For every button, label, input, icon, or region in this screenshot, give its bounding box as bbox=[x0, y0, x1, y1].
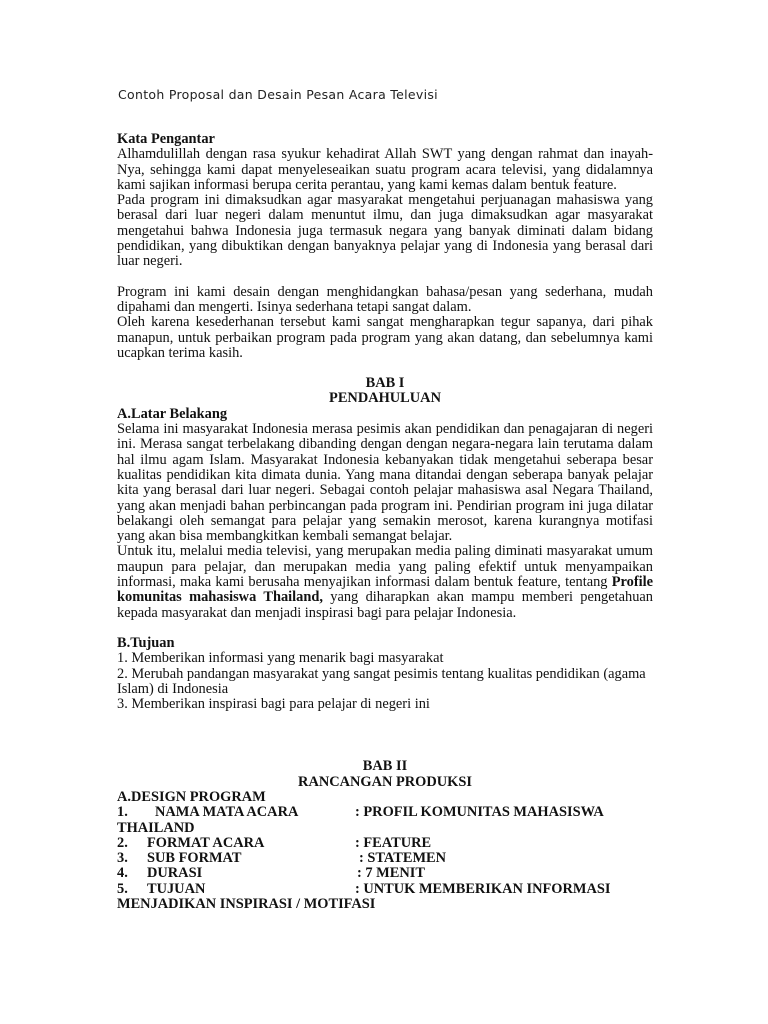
bab2-title: BAB II bbox=[362, 758, 408, 775]
latar-belakang-paragraph-1: Selama ini masyarakat Indonesia merasa pesimis akan pendidikan dan penagajaran di negeri ini. Merasa sangat terbelakang dibanding dengan dengan negara-negara lain terutama dalam hal ilmu agam Islam. Masyarakat Indonesia kebanyakan tidak mengetahui seberapa besar kualitas pendidikan kita dimata dunia. Yang mana ditandai dengan seberapa banyak pelajar kita yang berasal dari luar negeri. Sebagai contoh pelajar mahasiswa asal Negara Thailand, yang akan menjadi bahan perbincangan pada program ini. Pendirian program ini juga dilatar belakangi oleh semangat para pelajar yang semakin merosot, karena kurangnya motifasi yang akan bisa membangkitkan kembali semangat belajar. bbox=[117, 421, 653, 545]
design-item-value: : UNTUK MEMBERIKAN INFORMASI bbox=[355, 880, 611, 897]
bab1-title: BAB I bbox=[365, 375, 405, 392]
design-item-number: 5. bbox=[117, 880, 128, 897]
bab1-subtitle: PENDAHULUAN bbox=[329, 390, 441, 407]
kata-pengantar-paragraph-1: Alhamdulillah dengan rasa syukur kehadirat Allah SWT yang dengan rahmat dan inayah-Nya, sehingga kami dapat menyeleseaikan suatu program acara televisi, yang didalamnya kami sajikan informasi berupa cerita perantau, yang kami kemas dalam bentuk feature. bbox=[117, 146, 653, 193]
latar-p2-start: Untuk itu, melalui media televisi, yang merupakan media paling diminati masyarakat umum maupun para pelajar, dan merupakan media yang paling efektif untuk menyampaikan informasi, maka kami berusaha menyajikan informasi dalam bentuk feature, tentang bbox=[117, 543, 653, 591]
document-title: Contoh Proposal dan Desain Pesan Acara Televisi bbox=[118, 87, 438, 102]
design-item bbox=[117, 866, 653, 881]
design-item-label: DURASI bbox=[147, 865, 203, 882]
design-item-value: : 7 MENIT bbox=[357, 865, 425, 882]
design-item-label: FORMAT ACARA bbox=[147, 834, 265, 851]
design-item-value: : STATEMEN bbox=[359, 850, 447, 867]
design-program-heading: A.DESIGN PROGRAM bbox=[117, 788, 266, 805]
design-item bbox=[117, 851, 653, 866]
design-item-value: : PROFIL KOMUNITAS MAHASISWA bbox=[355, 804, 604, 821]
tujuan-item: 2. Merubah pandangan masyarakat yang sangat pesimis tentang kualitas pendidikan (agama Islam) di Indonesia bbox=[117, 665, 646, 697]
design-item-label: TUJUAN bbox=[147, 880, 206, 897]
document-body bbox=[117, 132, 653, 912]
kata-pengantar-paragraph-3: Program ini kami desain dengan menghidangkan bahasa/pesan yang sederhana, mudah dipahami dan mengerti. Isinya sederhana tetapi sangat dalam. bbox=[117, 283, 653, 315]
design-item-label: NAMA MATA ACARA bbox=[155, 804, 299, 821]
design-item-continuation: THAILAND bbox=[117, 819, 195, 836]
latar-p2-end: yang diharapkan akan mampu memberi pengetahuan kepada masyarakat dan menjadi inspirasi bagi para pelajar Indonesia. bbox=[117, 589, 653, 621]
design-item-label: SUB FORMAT bbox=[147, 850, 242, 867]
design-item-value: : FEATURE bbox=[355, 834, 432, 851]
latar-p2-bold: Profile komunitas mahasiswa Thailand, bbox=[117, 574, 653, 606]
kata-pengantar-heading: Kata Pengantar bbox=[117, 131, 215, 147]
design-item-number: 4. bbox=[117, 865, 128, 882]
design-item-number: 1. bbox=[117, 804, 128, 821]
kata-pengantar-paragraph-2: Pada program ini dimaksudkan agar masyarakat mengetahui perjuanagan mahasiswa yang berasal dari luar negeri dalam menuntut ilmu, dan juga dimaksudkan agar masyarakat mengetahui bahwa Indonesia juga termasuk negara yang banyak diminati dalam bidang pendidikan, yang dibuktikan dengan banyaknya pelajar yang di Indonesia yang berasal dari luar negeri. bbox=[117, 192, 653, 270]
design-item-continuation: MENJADIKAN INSPIRASI / MOTIFASI bbox=[117, 896, 376, 913]
latar-belakang-paragraph-2 bbox=[117, 544, 653, 620]
tujuan-heading: B.Tujuan bbox=[117, 634, 175, 651]
design-item bbox=[117, 805, 653, 820]
design-item-number: 2. bbox=[117, 834, 128, 851]
tujuan-item: 3. Memberikan inspirasi bagi para pelajar di negeri ini bbox=[117, 696, 430, 713]
kata-pengantar-paragraph-4: Oleh karena kesederhanan tersebut kami sangat mengharapkan tegur sapanya, dari pihak manapun, untuk perbaikan program pada program yang akan datang, dan sebelumnya kami ucapkan terima kasih. bbox=[117, 314, 653, 361]
bab2-subtitle: RANCANGAN PRODUKSI bbox=[298, 773, 472, 790]
design-item-number: 3. bbox=[117, 850, 128, 867]
design-item bbox=[117, 836, 653, 851]
tujuan-item: 1. Memberikan informasi yang menarik bagi masyarakat bbox=[117, 650, 444, 667]
design-item bbox=[117, 882, 653, 897]
latar-belakang-heading: A.Latar Belakang bbox=[117, 405, 228, 422]
